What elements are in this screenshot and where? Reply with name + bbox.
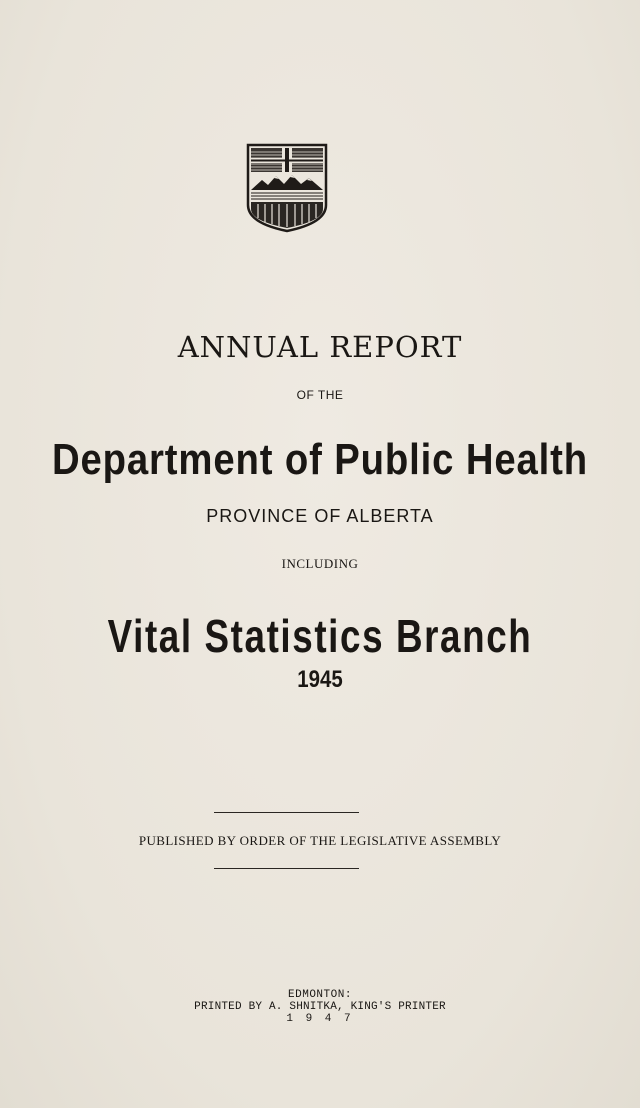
imprint-printer: PRINTED BY A. SHNITKA, KING'S PRINTER xyxy=(194,1001,446,1013)
divider-bottom xyxy=(214,868,359,869)
of-the-label: OF THE xyxy=(296,388,344,402)
imprint-city: EDMONTON: xyxy=(288,989,352,1001)
alberta-coat-of-arms-icon xyxy=(246,143,328,233)
report-year: 1945 xyxy=(297,666,343,693)
department-title: Department of Public Health xyxy=(51,435,589,484)
imprint-year: 1 9 4 7 xyxy=(286,1013,354,1025)
including-label: INCLUDING xyxy=(281,556,359,571)
report-heading: ANNUAL REPORT xyxy=(177,330,463,364)
published-by-line: PUBLISHED BY ORDER OF THE LEGISLATIVE ASSEMBLY xyxy=(138,833,502,848)
province-label: PROVINCE OF ALBERTA xyxy=(206,506,434,526)
branch-title: Vital Statistics Branch xyxy=(107,610,533,662)
divider-top xyxy=(214,812,359,813)
